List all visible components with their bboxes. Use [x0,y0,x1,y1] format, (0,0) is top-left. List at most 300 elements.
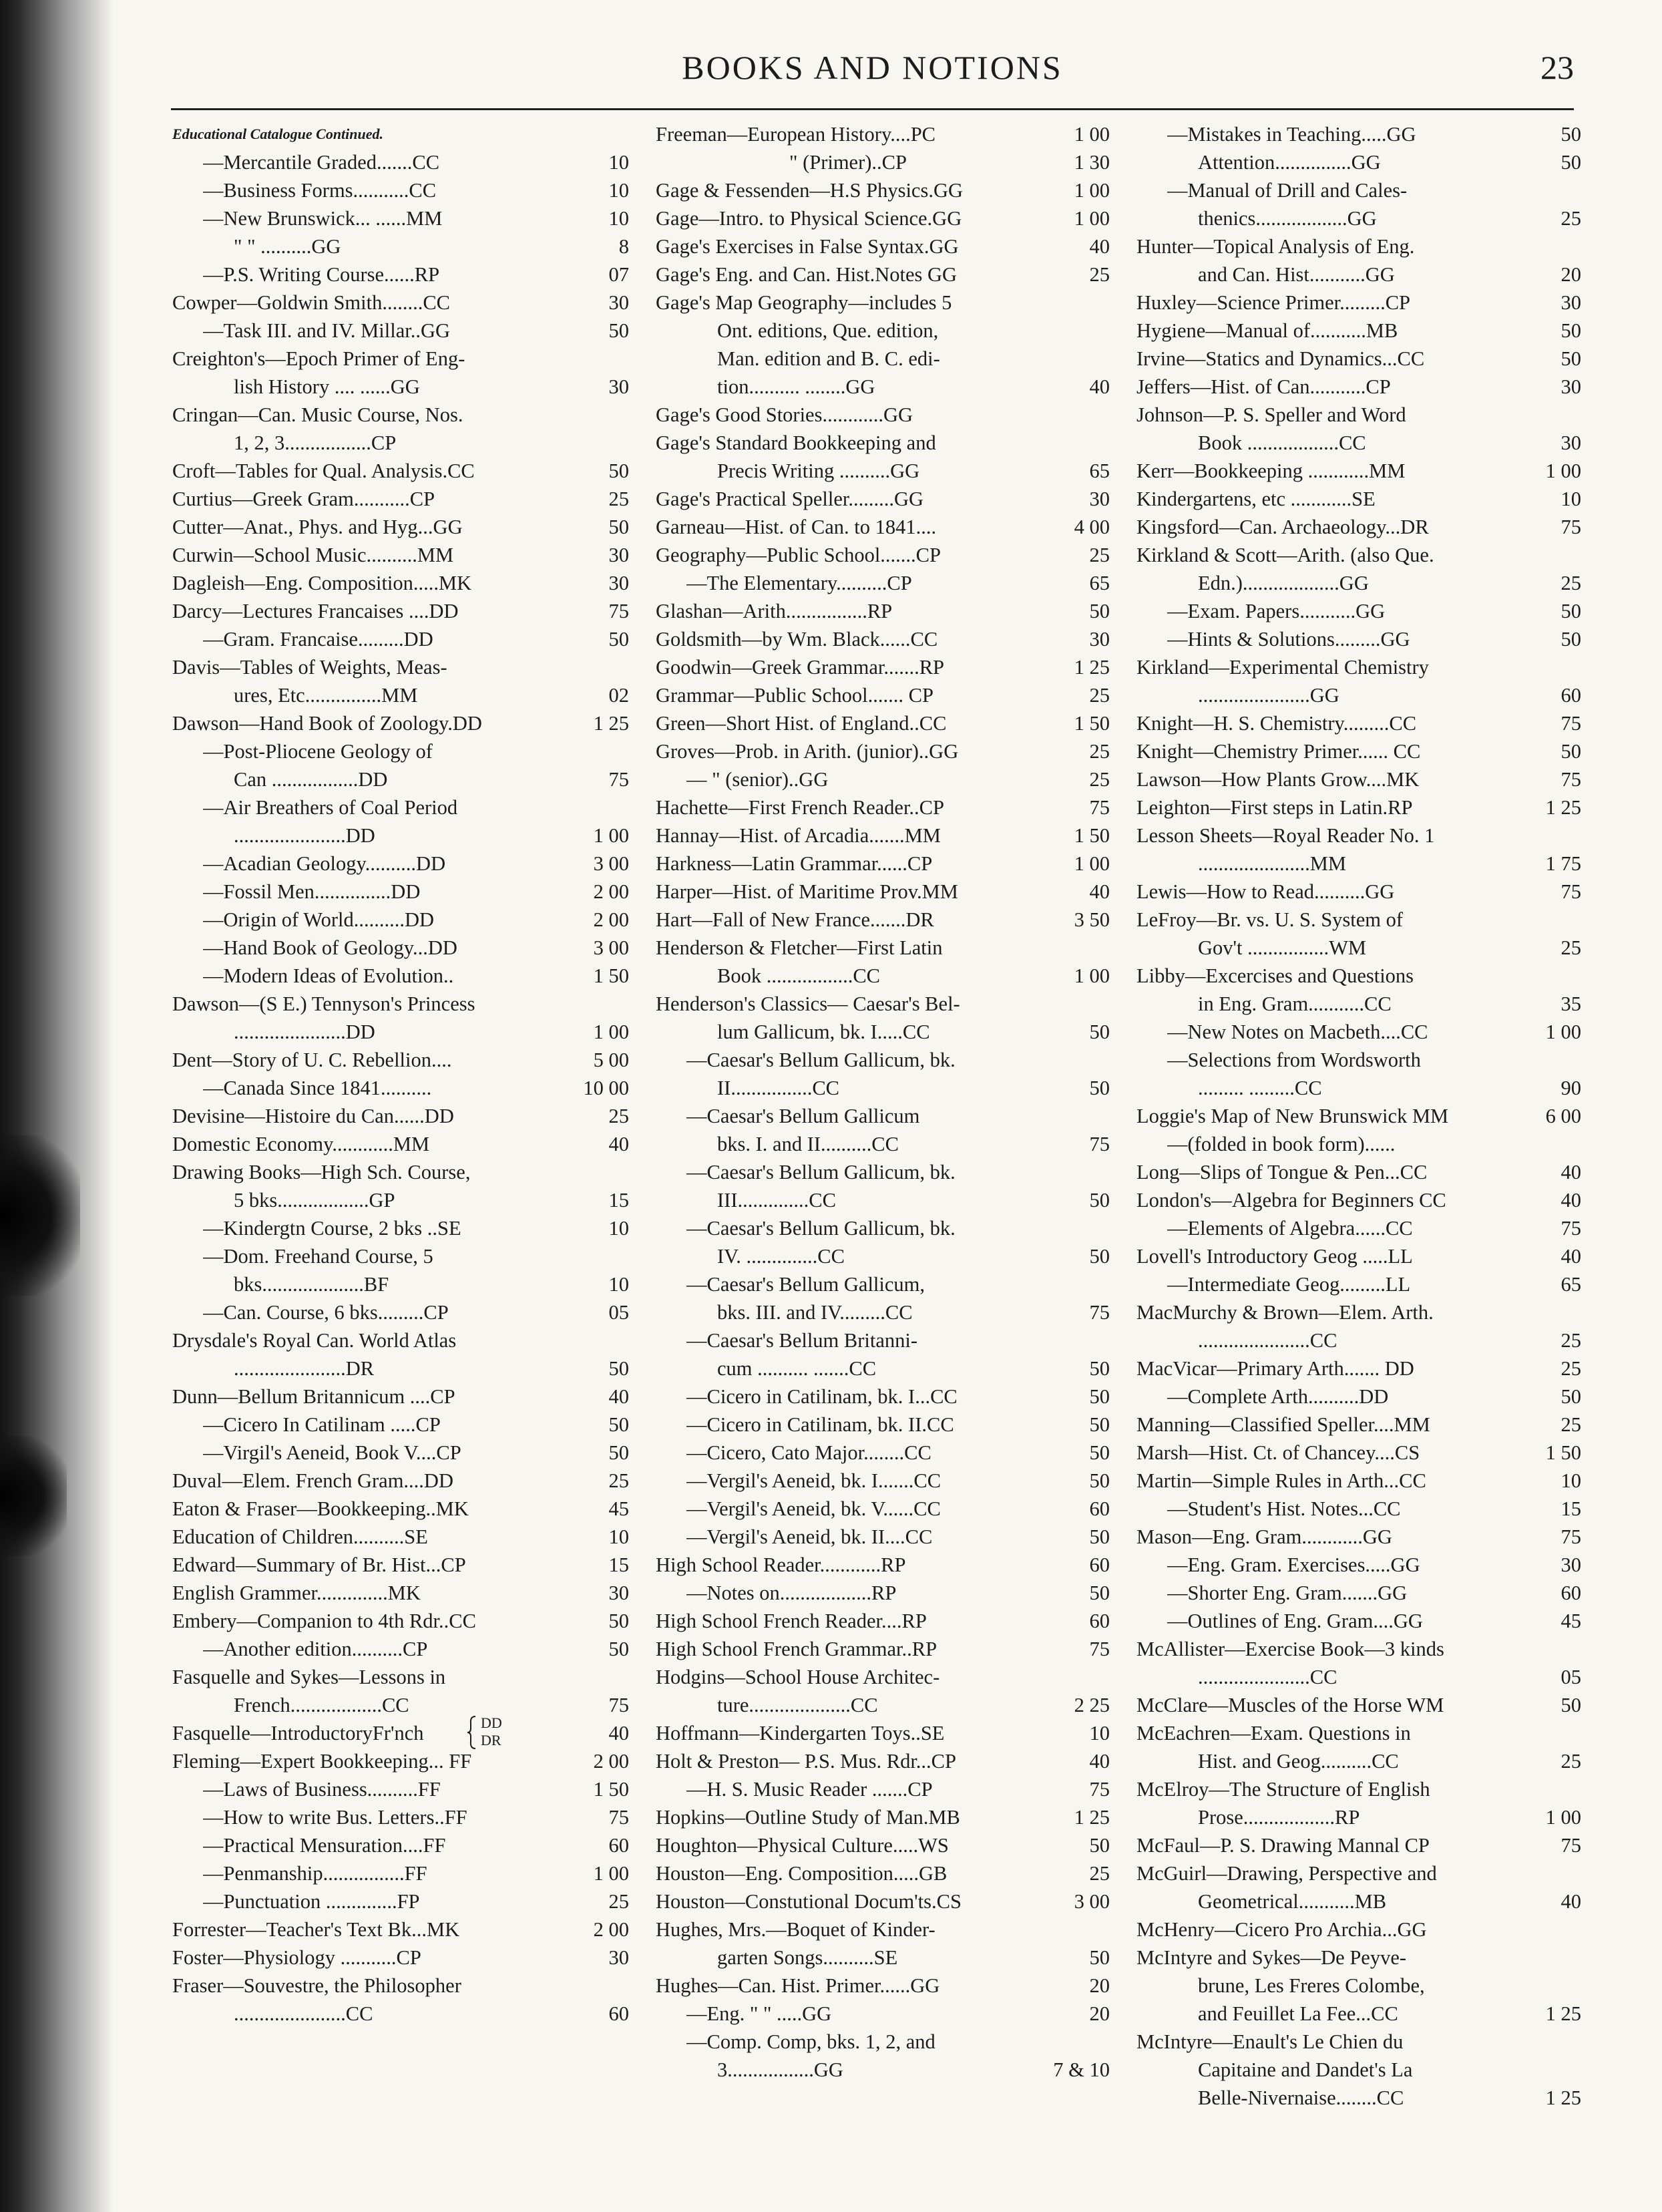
catalogue-entry [1136,1579,1581,1607]
catalogue-entry [172,1382,629,1411]
entry-title: —Cicero, Cato Major........CC [686,1441,931,1464]
entry-title: Gage's Practical Speller.........GG [656,488,924,510]
catalogue-entry [656,1382,1110,1411]
entry-title: Goldsmith—by Wm. Black......CC [656,628,938,651]
entry-price: 1 00 [1545,459,1581,482]
catalogue-entry [172,1439,629,1467]
catalogue-entry [172,1074,629,1102]
entry-title: ......................CC [1198,1666,1337,1688]
entry-title: Devisine—Histoire du Can......DD [172,1105,454,1127]
entry-price: 25 [1561,1413,1581,1436]
entry-price: 1 00 [1545,1021,1581,1043]
entry-price: 50 [1089,1021,1110,1043]
catalogue-entry [656,1803,1110,1831]
entry-price: 25 [1561,1357,1581,1380]
catalogue-entry [1136,2056,1581,2084]
entry-title: Kerr—Bookkeeping ............MM [1136,459,1406,482]
entry-price: 25 [1089,263,1110,286]
entry-title: Gage's Good Stories............GG [656,403,913,426]
entry-price: 30 [608,544,629,566]
entry-price: 75 [1561,1217,1581,1240]
catalogue-entry [656,429,1110,457]
ink-blot [0,1436,67,1556]
entry-price: 07 [608,263,629,286]
catalogue-entry [172,1495,629,1523]
entry-price: 25 [1089,544,1110,566]
entry-title: Fleming—Expert Bookkeeping... FF [172,1750,472,1773]
entry-title: Eaton & Fraser—Bookkeeping..MK [172,1497,469,1520]
publisher-code: DD [481,1714,502,1731]
entry-title: McEachren—Exam. Questions in [1136,1722,1411,1744]
catalogue-entry [656,317,1110,345]
entry-title: Book .................CC [717,964,881,987]
catalogue-entry [172,429,629,457]
entry-price: 30 [608,375,629,398]
entry-title: garten Songs..........SE [717,1946,898,1969]
entry-price: 50 [1089,1077,1110,1099]
catalogue-entry [1136,1326,1581,1354]
entry-title: Libby—Excercises and Questions [1136,964,1414,987]
entry-title: Book ..................CC [1198,431,1366,454]
entry-title: Curtius—Greek Gram...........CP [172,488,435,510]
entry-title: —Mercantile Graded.......CC [203,151,440,174]
catalogue-entry [172,793,629,821]
entry-price: 1 25 [1074,656,1110,679]
entry-title: Holt & Preston— P.S. Mus. Rdr...CP [656,1750,956,1773]
entry-title: Lesson Sheets—Royal Reader No. 1 [1136,824,1435,847]
catalogue-entry [656,1354,1110,1382]
catalogue-entry [172,1411,629,1439]
entry-price: 10 [1561,1469,1581,1492]
catalogue-entry [656,289,1110,317]
entry-price: 40 [1561,1161,1581,1183]
entry-title: —Cicero in Catilinam, bk. I...CC [686,1385,958,1408]
catalogue-entry [1136,317,1581,345]
entry-title: Man. edition and B. C. edi- [717,347,940,370]
section-label: Educational Catalogue Continued. [172,126,384,142]
entry-price: 75 [608,1806,629,1829]
entry-price: 5 00 [593,1049,629,1071]
catalogue-entry [1136,709,1581,737]
entry-title: Harkness—Latin Grammar......CP [656,852,933,875]
entry-title: ......................DR [234,1357,375,1380]
entry-title: ......................DD [234,824,375,847]
catalogue-entry [1136,1663,1581,1691]
catalogue-entry [656,1523,1110,1551]
catalogue-entry [1136,176,1581,204]
entry-title: Hannay—Hist. of Arcadia.......MM [656,824,941,847]
entry-title: —Mistakes in Teaching.....GG [1167,123,1416,146]
catalogue-entry [172,1158,629,1186]
catalogue-entry [1136,1354,1581,1382]
catalogue-entry [172,1354,629,1382]
entry-title: Belle-Nivernaise........CC [1198,2086,1404,2109]
entry-title: Hughes, Mrs.—Boquet of Kinder- [656,1918,936,1941]
catalogue-entry [172,1130,629,1158]
catalogue-entry [172,345,629,373]
catalogue-entry [656,1551,1110,1579]
entry-price: 35 [1561,992,1581,1015]
catalogue-entry [656,1972,1110,2000]
entry-title: London's—Algebra for Beginners CC [1136,1189,1446,1212]
entry-price: 25 [1089,768,1110,791]
entry-title: —Intermediate Geog.........LL [1167,1273,1411,1296]
entry-price: 8 [618,235,629,258]
catalogue-entry [656,1242,1110,1270]
catalogue-entry [656,1635,1110,1663]
entry-price: 40 [1089,880,1110,903]
entry-title: tion.......... ........GG [717,375,875,398]
entry-title: —Shorter Eng. Gram.......GG [1167,1582,1408,1604]
entry-title: Garneau—Hist. of Can. to 1841.... [656,516,937,538]
catalogue-entry [656,821,1110,850]
entry-title: McClare—Muscles of the Horse WM [1136,1694,1444,1716]
entry-price: 1 00 [1074,852,1110,875]
entry-price: 30 [1089,488,1110,510]
catalogue-entry [656,1663,1110,1691]
catalogue-entry [1136,1242,1581,1270]
catalogue-entry [172,1859,629,1887]
catalogue-entry [172,625,629,653]
entry-price: 25 [608,1890,629,1913]
entry-price: 3 00 [593,852,629,875]
entry-price: 1 00 [1074,179,1110,202]
catalogue-entry [656,1887,1110,1915]
entry-title: Grammar—Public School....... CP [656,684,933,707]
entry-title: Dunn—Bellum Britannicum ....CP [172,1385,455,1408]
catalogue-entry [656,597,1110,625]
entry-price: 10 [608,151,629,174]
catalogue-entry [1136,1972,1581,2000]
entry-title: —Notes on..................RP [686,1582,897,1604]
entry-title: Dawson—(S E.) Tennyson's Princess [172,992,475,1015]
entry-price: 50 [1561,319,1581,342]
entry-title: LeFroy—Br. vs. U. S. System of [1136,908,1404,931]
entry-price: 50 [1089,1441,1110,1464]
catalogue-entry [1136,1944,1581,1972]
entry-title: Lewis—How to Read..........GG [1136,880,1395,903]
entry-title: —Kindergtn Course, 2 bks ..SE [203,1217,461,1240]
entry-title: Henderson & Fletcher—First Latin [656,936,943,959]
entry-title: Cutter—Anat., Phys. and Hyg...GG [172,516,463,538]
catalogue-entry [656,513,1110,541]
catalogue-entry [656,878,1110,906]
entry-title: —Eng. Gram. Exercises.....GG [1167,1553,1420,1576]
catalogue-entry [656,1579,1110,1607]
catalogue-entry [1136,1411,1581,1439]
catalogue-entry [172,541,629,569]
entry-price: 25 [608,488,629,510]
entry-title: Leighton—First steps in Latin.RP [1136,796,1413,819]
entry-price: 40 [1089,375,1110,398]
entry-price: 3 00 [1074,1890,1110,1913]
entry-title: Groves—Prob. in Arith. (junior)..GG [656,740,959,763]
entry-title: ......................CC [1198,1329,1337,1352]
catalogue-entry [656,1018,1110,1046]
entry-title: —Dom. Freehand Course, 5 [203,1245,433,1268]
entry-title: McIntyre—Enault's Le Chien du [1136,2030,1404,2053]
catalogue-entry [172,1270,629,1298]
entry-title: Lawson—How Plants Grow....MK [1136,768,1420,791]
catalogue-entry [172,1803,629,1831]
entry-title: Gage & Fessenden—H.S Physics.GG [656,179,964,202]
entry-title: —Complete Arth..........DD [1167,1385,1389,1408]
entry-title: 5 bks..................GP [234,1189,395,1212]
entry-price: 30 [608,1582,629,1604]
entry-title: —Practical Mensuration....FF [203,1834,446,1857]
catalogue-entry [656,1270,1110,1298]
catalogue-entry [656,1831,1110,1859]
entry-title: Fasquelle and Sykes—Lessons in [172,1666,446,1688]
catalogue-entry [656,1046,1110,1074]
running-title: BOOKS AND NOTIONS [682,49,1063,86]
entry-price: 10 [608,1217,629,1240]
entry-price: 50 [1561,1385,1581,1408]
entry-price: 30 [1089,628,1110,651]
entry-title: Glashan—Arith................RP [656,600,893,622]
entry-title: ......... .........CC [1198,1077,1322,1099]
catalogue-entry [656,204,1110,232]
catalogue-entry [172,1186,629,1214]
entry-price: 60 [608,2002,629,2025]
catalogue-entry [1136,1803,1581,1831]
catalogue-entry [172,1747,629,1775]
catalogue-entry [656,1186,1110,1214]
entry-title: —Vergil's Aeneid, bk. V......CC [686,1497,941,1520]
catalogue-entry [1136,1635,1581,1663]
entry-price: 10 00 [583,1077,629,1099]
catalogue-entry [1136,1214,1581,1242]
catalogue-entry [656,1411,1110,1439]
catalogue-entry [172,765,629,793]
catalogue-entry [172,737,629,765]
catalogue-entry [656,1326,1110,1354]
catalogue-entry [172,1915,629,1944]
catalogue-entry [1136,1467,1581,1495]
entry-price: 1 50 [1074,712,1110,735]
catalogue-entry [656,990,1110,1018]
catalogue-entry [172,1551,629,1579]
entry-price: 1 75 [1545,852,1581,875]
entry-price: 30 [608,572,629,594]
entry-title: Marsh—Hist. Ct. of Chancey....CS [1136,1441,1420,1464]
entry-title: and Can. Hist...........GG [1198,263,1395,286]
catalogue-entry [1136,1046,1581,1074]
catalogue-entry [656,2056,1110,2084]
entry-price: 30 [1561,375,1581,398]
entry-price: 75 [1089,1638,1110,1660]
entry-title: Darcy—Lectures Francaises ....DD [172,600,459,622]
catalogue-entry [172,653,629,681]
entry-title: Kirkland & Scott—Arith. (also Que. [1136,544,1434,566]
entry-price: 50 [1089,1834,1110,1857]
catalogue-entry [1136,1831,1581,1859]
entry-title: —The Elementary..........CP [686,572,912,594]
entry-title: Hachette—First French Reader..CP [656,796,944,819]
catalogue-entry [172,457,629,485]
entry-price: 75 [1561,1525,1581,1548]
entry-title: —Caesar's Bellum Gallicum, bk. [686,1049,956,1071]
entry-title: Freeman—European History....PC [656,123,936,146]
entry-title: Domestic Economy............MM [172,1133,430,1155]
entry-title: Hygiene—Manual of...........MB [1136,319,1398,342]
entry-price: 50 [1561,347,1581,370]
entry-title: bks....................BF [234,1273,389,1296]
entry-title: —Caesar's Bellum Britanni- [686,1329,918,1352]
entry-title: High School French Reader....RP [656,1610,927,1632]
catalogue-entry [1136,232,1581,260]
entry-title: Fasquelle—IntroductoryFr'nch [172,1722,424,1744]
entry-price: 2 00 [593,1918,629,1941]
entry-price: 10 [608,207,629,230]
entry-title: lish History .... ......GG [234,375,420,398]
entry-title: —Cicero In Catilinam .....CP [203,1413,441,1436]
entry-price: 1 50 [1074,824,1110,847]
catalogue-entry [1136,1775,1581,1803]
entry-title: McElroy—The Structure of English [1136,1778,1430,1801]
entry-title: —Fossil Men...............DD [203,880,421,903]
entry-title: and Feuillet La Fee...CC [1198,2002,1398,2025]
catalogue-entry [656,373,1110,401]
catalogue-entry [656,765,1110,793]
entry-title: Gage's Map Geography—includes 5 [656,291,952,314]
entry-price: 60 [1089,1497,1110,1520]
catalogue-entry [172,709,629,737]
entry-title: ures, Etc...............MM [234,684,418,707]
entry-price: 30 [608,1946,629,1969]
catalogue-entry [1136,1074,1581,1102]
catalogue-entry [656,232,1110,260]
entry-title: —Caesar's Bellum Gallicum [686,1105,920,1127]
entry-title: Cringan—Can. Music Course, Nos. [172,403,463,426]
catalogue-entry [1136,289,1581,317]
catalogue-entry [1136,1382,1581,1411]
entry-title: — " (senior)..GG [686,768,829,791]
catalogue-entry [172,1972,629,2000]
entry-title: Huxley—Science Primer.........CP [1136,291,1411,314]
catalogue-entry [172,1326,629,1354]
catalogue-entry [172,1887,629,1915]
entry-price: 20 [1089,2002,1110,2025]
entry-price: 50 [1089,1946,1110,1969]
catalogue-entry [656,906,1110,934]
entry-title: Hoffmann—Kindergarten Toys..SE [656,1722,945,1744]
catalogue-entry [172,569,629,597]
entry-price: 20 [1561,263,1581,286]
entry-title: Hist. and Geog..........CC [1198,1750,1399,1773]
entry-price: 40 [608,1722,629,1744]
entry-title: —Cicero in Catilinam, bk. II.CC [686,1413,954,1436]
entry-price: 15 [608,1553,629,1576]
catalogue-entry [1136,485,1581,513]
catalogue-entry [656,1719,1110,1747]
entry-title: —Outlines of Eng. Gram....GG [1167,1610,1423,1632]
entry-title: Fraser—Souvestre, the Philosopher [172,1974,461,1997]
entry-price: 90 [1561,1077,1581,1099]
entry-title: Creighton's—Epoch Primer of Eng- [172,347,465,370]
entry-title: —Vergil's Aeneid, bk. II....CC [686,1525,933,1548]
entry-title: Gage's Standard Bookkeeping and [656,431,936,454]
entry-title: —New Notes on Macbeth....CC [1167,1021,1428,1043]
scanned-page-edge [0,0,154,2212]
entry-price: 40 [1089,1750,1110,1773]
entry-price: 50 [608,516,629,538]
catalogue-entry [1136,653,1581,681]
entry-price: 50 [1089,1357,1110,1380]
entry-title: Duval—Elem. French Gram....DD [172,1469,453,1492]
catalogue-entry [172,373,629,401]
entry-price: 1 25 [1545,796,1581,819]
entry-title: ......................MM [1198,852,1346,875]
catalogue-column-2 [656,120,1110,2084]
catalogue-entry [1136,373,1581,401]
catalogue-column-3 [1136,120,1581,2112]
entry-title: —Gram. Francaise.........DD [203,628,433,651]
entry-price: 75 [1089,1301,1110,1324]
entry-price: 2 25 [1074,1694,1110,1716]
catalogue-entry [172,1046,629,1074]
catalogue-entry [172,513,629,541]
catalogue-entry [656,1130,1110,1158]
catalogue-entry [1136,765,1581,793]
entry-price: 05 [1561,1666,1581,1688]
entry-price: 75 [1089,1133,1110,1155]
entry-price: 2 00 [593,880,629,903]
catalogue-entry [1136,1887,1581,1915]
entry-price: 30 [1561,291,1581,314]
catalogue-entry [656,1158,1110,1186]
catalogue-entry [656,653,1110,681]
entry-price: 25 [1089,684,1110,707]
entry-price: 75 [1561,516,1581,538]
entry-price: 65 [1561,1273,1581,1296]
catalogue-entry [172,962,629,990]
page-number: 23 [1540,49,1574,86]
entry-price: 75 [1089,1778,1110,1801]
catalogue-entry [172,1714,629,1748]
entry-title: Henderson's Classics— Caesar's Bel- [656,992,960,1015]
entry-title: Dagleish—Eng. Composition.....MK [172,572,472,594]
catalogue-entry [1136,1018,1581,1046]
catalogue-entry [172,1691,629,1719]
entry-title: Gage's Eng. and Can. Hist.Notes GG [656,263,958,286]
catalogue-entry [172,878,629,906]
catalogue-entry [656,1747,1110,1775]
entry-price: 10 [608,179,629,202]
catalogue-entry [1136,1551,1581,1579]
entry-price: 50 [608,1638,629,1660]
entry-title: Mason—Eng. Gram............GG [1136,1525,1392,1548]
catalogue-entry [1136,2000,1581,2028]
entry-title: —P.S. Writing Course......RP [203,263,440,286]
catalogue-entry [172,1214,629,1242]
catalogue-entry [1136,569,1581,597]
entry-price: 60 [1561,684,1581,707]
ink-blot [0,1135,80,1296]
entry-price: 50 [1561,740,1581,763]
entry-title: Can .................DD [234,768,388,791]
entry-title: in Eng. Gram...........CC [1198,992,1392,1015]
entry-price: 75 [1561,880,1581,903]
entry-price: 50 [608,628,629,651]
entry-title: Houston—Constutional Docum'ts.CS [656,1890,962,1913]
entry-title: Manning—Classified Speller....MM [1136,1413,1430,1436]
entry-title: Hughes—Can. Hist. Primer......GG [656,1974,940,1997]
entry-price: 50 [1089,1245,1110,1268]
entry-price: 50 [1561,600,1581,622]
catalogue-entry [172,2000,629,2028]
catalogue-entry [172,317,629,345]
